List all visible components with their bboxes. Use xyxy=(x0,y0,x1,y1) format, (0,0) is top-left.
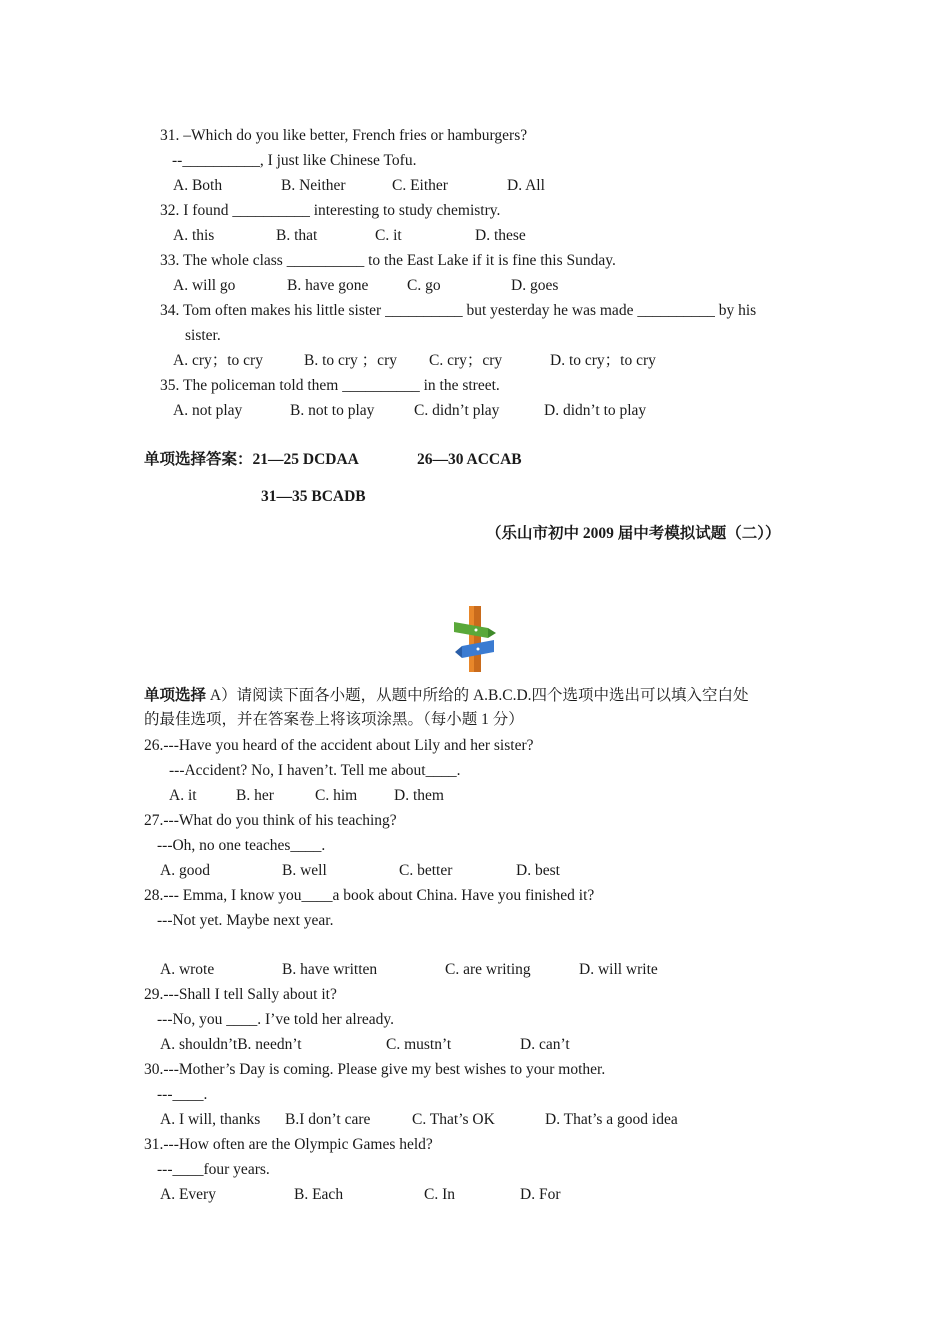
question-29-reply: ---No, you ____. I’ve told her already. xyxy=(157,1011,395,1028)
question-26-stem: 26.---Have you heard of the accident about Lily and her sister? xyxy=(144,737,534,754)
option-d: D. these xyxy=(475,227,526,244)
option-a: A. Both xyxy=(173,177,223,194)
instruction-text: A）请阅读下面各小题，从题中所给的 A.B.C.D.四个选项中选出可以填入空白处 xyxy=(206,687,749,704)
option-b: B. have gone xyxy=(287,277,369,294)
question-28-stem: 28.--- Emma, I know you____a book about China. Have you finished it? xyxy=(144,887,595,904)
question-32-stem: 32. I found __________ interesting to study chemistry. xyxy=(160,202,501,219)
option-d: D. them xyxy=(394,787,444,804)
option-d: D. can’t xyxy=(520,1036,570,1053)
option-a: A. not play xyxy=(173,402,243,419)
option-b: B. have written xyxy=(282,961,378,978)
question-31-stem: 31. –Which do you like better, French fries or hamburgers? xyxy=(160,127,528,144)
question-30-reply: ---____. xyxy=(157,1086,208,1103)
option-a: A. I will, thanks xyxy=(160,1111,261,1128)
section-instruction-line2: 的最佳选项，并在答案卷上将该项涂黑。（每小题 1 分） xyxy=(144,711,524,728)
option-a: A. cry；to cry xyxy=(173,352,263,369)
option-d: D. to cry；to cry xyxy=(550,352,656,369)
option-c: C. him xyxy=(315,787,358,804)
option-c: C. That’s OK xyxy=(412,1111,495,1128)
question-27-stem: 27.---What do you think of his teaching? xyxy=(144,812,397,829)
option-c: C. cry；cry xyxy=(429,352,503,369)
option-d: D. will write xyxy=(579,961,658,978)
option-d: D. goes xyxy=(511,277,559,294)
option-a: A. it xyxy=(169,787,197,804)
option-c: C. it xyxy=(375,227,402,244)
option-c: C. In xyxy=(424,1186,455,1203)
source-note: （乐山市初中 2009 届中考模拟试题（二）） xyxy=(486,525,781,542)
question-29-stem: 29.---Shall I tell Sally about it? xyxy=(144,986,337,1003)
option-c: C. are writing xyxy=(445,961,531,978)
question-28-reply: ---Not yet. Maybe next year. xyxy=(157,912,334,929)
option-b: B. to cry ；cry xyxy=(304,352,397,369)
answer-key-26-30: 26—30 ACCAB xyxy=(417,451,522,468)
option-a: A. this xyxy=(173,227,215,244)
option-d: D. That’s a good idea xyxy=(545,1111,678,1128)
option-b: B. not to play xyxy=(290,402,375,419)
question-26-reply: ---Accident? No, I haven’t. Tell me about____. xyxy=(169,762,461,779)
question-31b-stem: 31.---How often are the Olympic Games held? xyxy=(144,1136,433,1153)
option-d: D. best xyxy=(516,862,560,879)
question-34-stem: 34. Tom often makes his little sister __________ but yesterday he was made __________ by his xyxy=(160,302,757,319)
option-a: A. Every xyxy=(160,1186,216,1203)
option-c: C. Either xyxy=(392,177,448,194)
option-d: D. All xyxy=(507,177,545,194)
option-b: B.I don’t care xyxy=(285,1111,371,1128)
option-c: C. mustn’t xyxy=(386,1036,452,1053)
option-c: C. go xyxy=(407,277,441,294)
option-a: A. wrote xyxy=(160,961,215,978)
option-b: B. well xyxy=(282,862,327,879)
answer-key-label: 单项选择答案：21—25 DCDAA xyxy=(144,451,359,468)
question-27-reply: ---Oh, no one teaches____. xyxy=(157,837,326,854)
cross-arrows-logo-icon xyxy=(450,606,500,672)
answer-key-31-35: 31—35 BCADB xyxy=(261,488,366,505)
option-d: D. didn’t to play xyxy=(544,402,647,419)
section-instruction xyxy=(144,686,749,706)
option-a: A. good xyxy=(160,862,210,879)
option-a: A. will go xyxy=(173,277,236,294)
option-b: B. Neither xyxy=(281,177,346,194)
question-35-stem: 35. The policeman told them __________ in the street. xyxy=(160,377,500,394)
option-c: C. didn’t play xyxy=(414,402,500,419)
option-b: B. that xyxy=(276,227,318,244)
option-c: C. better xyxy=(399,862,453,879)
question-31-reply: --__________, I just like Chinese Tofu. xyxy=(172,152,417,169)
option-d: D. For xyxy=(520,1186,561,1203)
option-b: B. her xyxy=(236,787,274,804)
question-31b-reply: ---____four years. xyxy=(157,1161,270,1178)
option-a-b: A. shouldn’tB. needn’t xyxy=(160,1036,302,1053)
instruction-bold: 单项选择 xyxy=(144,687,207,704)
question-33-stem: 33. The whole class __________ to the East Lake if it is fine this Sunday. xyxy=(160,252,616,269)
question-34-stem-continued: sister. xyxy=(185,327,221,344)
option-b: B. Each xyxy=(294,1186,344,1203)
question-30-stem: 30.---Mother’s Day is coming. Please give my best wishes to your mother. xyxy=(144,1061,606,1078)
